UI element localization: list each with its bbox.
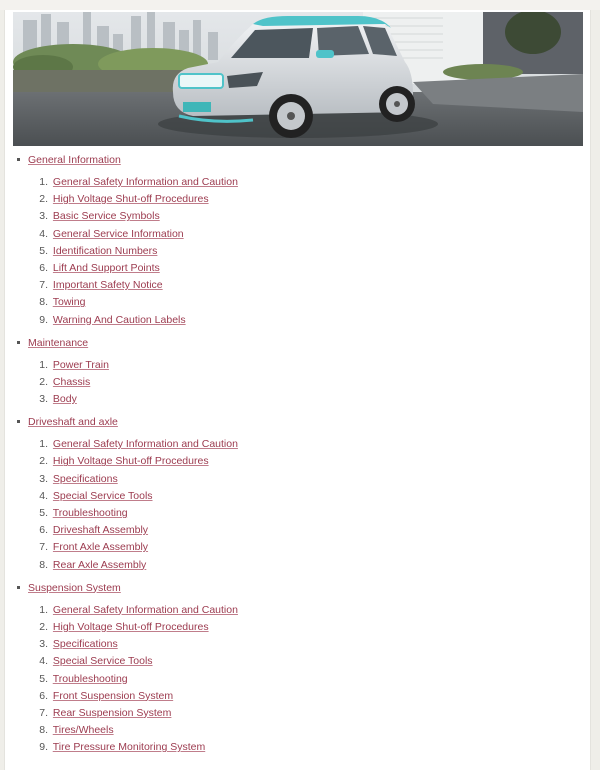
top-bar [0, 0, 600, 10]
list-item: 2. High Voltage Shut-off Procedures [39, 620, 209, 633]
bullet-icon [17, 420, 20, 423]
item-list [28, 357, 585, 409]
hero-image [13, 12, 583, 146]
bullet-icon [17, 158, 20, 161]
list-item: 6. Front Suspension System [39, 689, 174, 702]
item-list [28, 602, 585, 757]
item-link[interactable]: High Voltage Shut-off Procedures [52, 455, 209, 468]
section-link-maintenance[interactable]: Maintenance [28, 336, 89, 349]
list-item: 2. Chassis [39, 375, 91, 388]
item-link[interactable]: Special Service Tools [52, 655, 153, 668]
list-item: 1. General Safety Information and Caution [39, 438, 238, 451]
list-item: 1. General Safety Information and Caution [39, 603, 238, 616]
item-link[interactable]: General Safety Information and Caution [52, 176, 238, 188]
content-panel [4, 10, 591, 770]
section-driveshaft-and-axle [5, 414, 585, 574]
table-of-contents [5, 152, 585, 762]
item-link[interactable]: Specifications [52, 472, 118, 485]
list-item: 7. Important Safety Notice [39, 279, 163, 292]
item-list [28, 174, 585, 329]
list-item: 7. Front Axle Assembly [39, 541, 149, 554]
item-link[interactable]: Troubleshooting [52, 507, 128, 519]
section-suspension-system [5, 580, 585, 757]
item-link[interactable]: Body [52, 393, 77, 406]
item-link[interactable]: General Safety Information and Caution [52, 438, 238, 451]
item-link[interactable]: Tire Pressure Monitoring System [52, 741, 206, 754]
item-link[interactable]: Rear Suspension System [52, 706, 172, 719]
section-general-information [5, 152, 585, 329]
list-item: 8. Tires/Wheels [39, 724, 114, 737]
item-link[interactable]: General Service Information [52, 227, 184, 240]
list-item: 7. Rear Suspension System [39, 706, 172, 719]
list-item: 4. Special Service Tools [39, 489, 153, 502]
item-link[interactable]: Important Safety Notice [52, 279, 163, 292]
bullet-icon [17, 586, 20, 589]
list-item: 1. Power Train [39, 358, 109, 371]
section-list [5, 152, 585, 756]
item-link[interactable]: Basic Service Symbols [52, 210, 160, 223]
list-item: 5. Troubleshooting [39, 507, 128, 519]
list-item: 4. Special Service Tools [39, 655, 153, 668]
list-item: 9. Warning And Caution Labels [39, 313, 186, 326]
list-item: 3. Specifications [39, 472, 118, 485]
list-item: 4. General Service Information [39, 227, 184, 240]
section-link-suspension-system[interactable]: Suspension System [28, 581, 121, 594]
list-item: 1. General Safety Information and Caution [39, 176, 238, 188]
car-photo-illustration [13, 12, 583, 146]
list-item: 6. Driveshaft Assembly [39, 524, 149, 537]
list-item: 8. Towing [39, 296, 86, 309]
list-item: 5. Identification Numbers [39, 244, 158, 257]
soul-ev-badge [183, 102, 211, 112]
section-maintenance [5, 335, 585, 409]
list-item: 3. Basic Service Symbols [39, 210, 160, 223]
item-link[interactable]: Troubleshooting [52, 672, 128, 685]
item-link[interactable]: Special Service Tools [52, 489, 153, 502]
list-item: 9. Tire Pressure Monitoring System [39, 741, 206, 754]
item-link[interactable]: Front Axle Assembly [52, 541, 149, 554]
item-link[interactable]: Tires/Wheels [52, 724, 114, 737]
item-link[interactable]: Specifications [52, 638, 118, 651]
item-link[interactable]: Chassis [52, 375, 91, 388]
item-link[interactable]: Identification Numbers [52, 244, 158, 257]
item-link[interactable]: General Safety Information and Caution [52, 603, 238, 616]
list-item: 5. Troubleshooting [39, 672, 128, 685]
section-link-general-information[interactable]: General Information [28, 154, 121, 166]
item-link[interactable]: Towing [52, 296, 86, 309]
section-link-driveshaft-and-axle[interactable]: Driveshaft and axle [28, 416, 118, 429]
item-link[interactable]: Rear Axle Assembly [52, 558, 147, 571]
item-link[interactable]: High Voltage Shut-off Procedures [52, 620, 209, 633]
item-link[interactable]: Driveshaft Assembly [52, 524, 149, 537]
item-link[interactable]: High Voltage Shut-off Procedures [52, 193, 209, 206]
list-item: 2. High Voltage Shut-off Procedures [39, 455, 209, 468]
item-link[interactable]: Power Train [52, 358, 109, 371]
item-link[interactable]: Front Suspension System [52, 689, 174, 702]
item-link[interactable]: Warning And Caution Labels [52, 313, 186, 326]
list-item: 3. Body [39, 393, 77, 406]
list-item: 3. Specifications [39, 638, 118, 651]
item-link[interactable]: Lift And Support Points [52, 261, 160, 274]
list-item: 8. Rear Axle Assembly [39, 558, 147, 571]
list-item: 6. Lift And Support Points [39, 261, 160, 274]
list-item: 2. High Voltage Shut-off Procedures [39, 193, 209, 206]
bullet-icon [17, 341, 20, 344]
item-list [28, 436, 585, 574]
